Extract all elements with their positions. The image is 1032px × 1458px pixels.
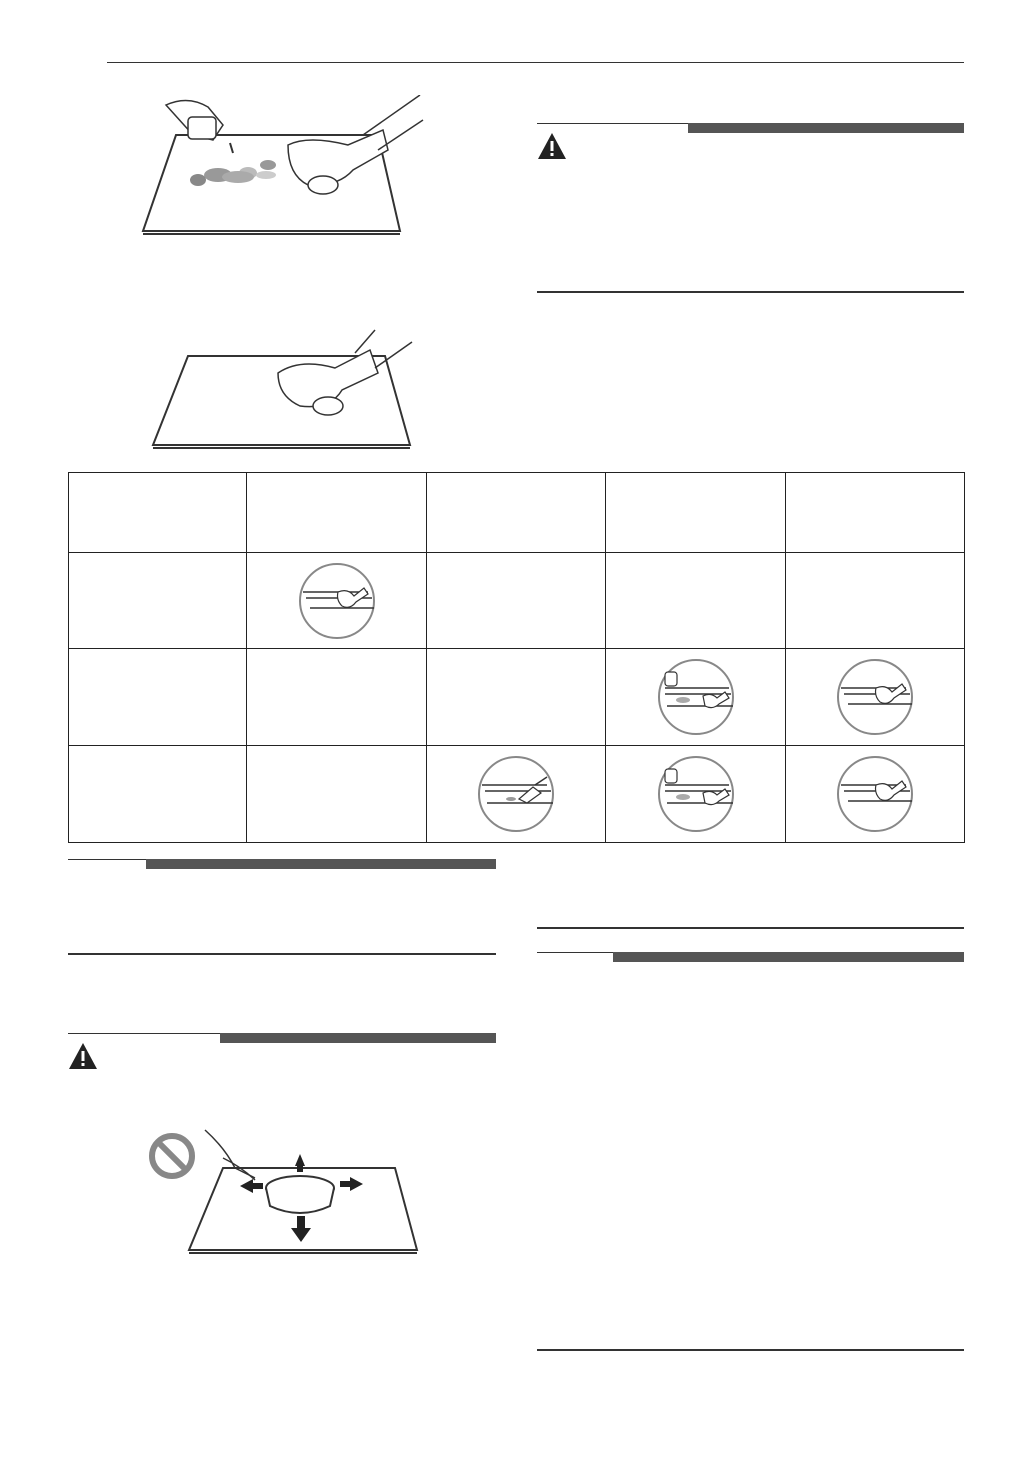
pan-slide-prohibited-illustration [145, 1128, 425, 1260]
table-cell [786, 649, 965, 746]
table-cell [247, 649, 427, 746]
table-header-cell [427, 473, 606, 553]
table-cell [427, 552, 606, 649]
wipe-icon [836, 755, 914, 833]
no-symbol-icon [152, 1136, 192, 1176]
warning-triangle-icon [537, 132, 567, 160]
table-cell [69, 552, 247, 649]
table-cell [786, 746, 965, 843]
cleaner-wipe-icon [657, 658, 735, 736]
caution-rule-top-left [68, 1033, 220, 1034]
table-header-cell [69, 473, 247, 553]
table-header-cell [786, 473, 965, 553]
cooktop-wipe-illustration [150, 328, 420, 458]
cleaner-wipe-icon [657, 755, 735, 833]
cleaning-table [68, 472, 965, 843]
caution-rule-bottom [537, 291, 964, 293]
table-cell [606, 552, 786, 649]
wipe-icon [836, 658, 914, 736]
note-rule-top-right [537, 952, 613, 953]
note-band-right [613, 952, 964, 962]
table-cell [606, 649, 786, 746]
table-cell [606, 746, 786, 843]
table-cell [69, 649, 247, 746]
table-cell [786, 552, 965, 649]
caution-band-left [220, 1033, 496, 1043]
table-row [69, 746, 965, 843]
section-rule-right [537, 927, 964, 929]
table-cell [247, 746, 427, 843]
table-row [69, 649, 965, 746]
wipe-icon [298, 562, 376, 640]
note-rule-bottom-left [68, 953, 496, 955]
table-cell [247, 552, 427, 649]
note-rule-bottom-right [537, 1349, 964, 1351]
table-cell [427, 649, 606, 746]
table-row [69, 552, 965, 649]
cooktop-cleaner-illustration [138, 95, 428, 240]
header-rule [107, 62, 964, 63]
note-rule-top-left [68, 859, 146, 860]
note-band-left [146, 859, 496, 869]
table-cell [69, 746, 247, 843]
scraper-icon [477, 755, 555, 833]
table-header-row [69, 473, 965, 553]
table-header-cell [247, 473, 427, 553]
caution-rule-top [537, 123, 688, 124]
warning-triangle-icon [68, 1042, 98, 1070]
table-cell [427, 746, 606, 843]
caution-band [688, 123, 964, 133]
table-header-cell [606, 473, 786, 553]
